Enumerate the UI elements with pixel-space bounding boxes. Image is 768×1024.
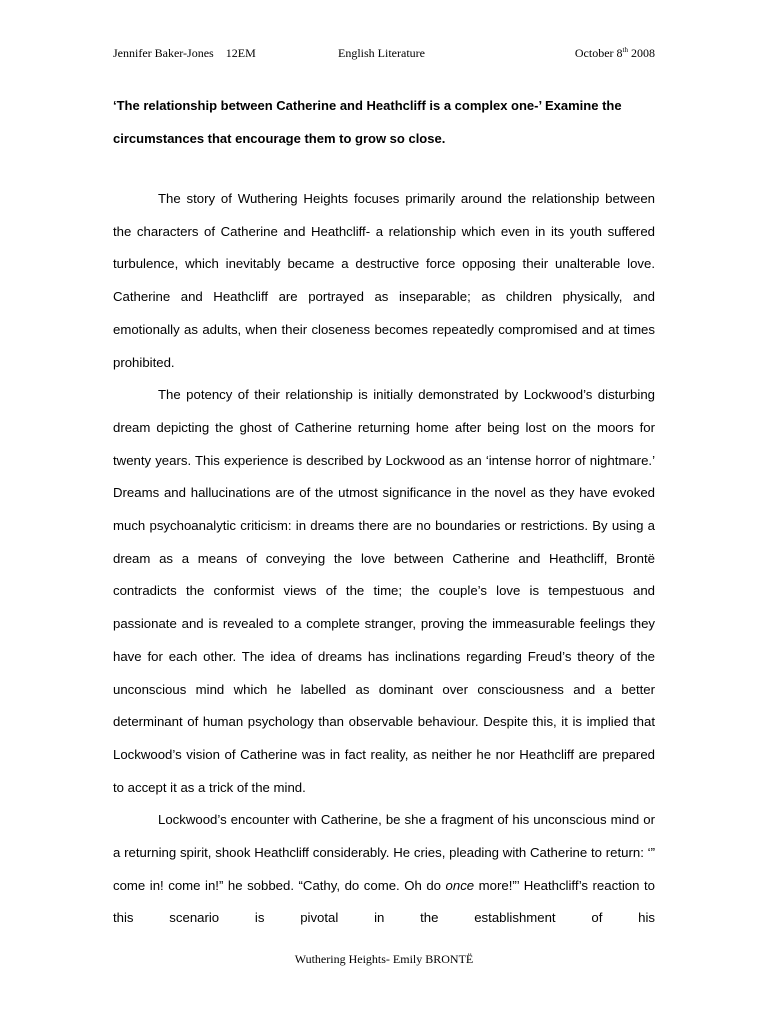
italic-once: once <box>445 877 475 893</box>
date-year: 2008 <box>631 46 655 60</box>
class-code: 12EM <box>225 46 256 60</box>
header-author <box>113 46 256 61</box>
paragraph-3 <box>113 804 655 935</box>
page-header <box>113 46 655 64</box>
paragraph-2: The potency of their relationship is initially demonstrated by Lockwood’s disturbing dream depicting the ghost of Catherine returning home after being lost on the moors for twenty years. This experience is described by Lockwood as an ‘intense horror of nightmare.’ Dreams and hallucinations are of the utmost significance in the novel as they have evoked much psychoanalytic criticism: in dreams there are no boundaries or restrictions. By using a dream as a means of conveying the love between Catherine and Heathcliff, Brontë contradicts the conformist views of the time; the couple’s love is tempestuous and passionate and is revealed to a complete stranger, proving the immeasurable feelings they have for each other. The idea of dreams has inclinations regarding Freud’s theory of the unconscious mind which he labelled as dominant over consciousness and a better determinant of human psychology than observable behaviour. Despite this, it is implied that Lockwood’s vision of Catherine was in fact reality, as neither he nor Heathcliff are prepared to accept it as a trick of the mind. <box>113 387 655 795</box>
paragraph-1: The story of Wuthering Heights focuses primarily around the relationship between the characters of Catherine and Heathcliff- a relationship which even in its youth suffered turbulence, which inevitably became a destructive force opposing their unalterable love. Catherine and Heathcliff are portrayed as inseparable; as children physically, and emotionally as adults, when their closeness becomes repeatedly compromised and at times prohibited. <box>113 191 655 370</box>
date-suffix: th <box>622 46 628 54</box>
header-date <box>575 46 655 61</box>
author-name: Jennifer Baker-Jones <box>113 46 214 60</box>
header-subject: English Literature <box>338 46 425 60</box>
date-month-day: October 8 <box>574 46 623 60</box>
page-footer: Wuthering Heights- Emily BRONTË <box>294 952 474 966</box>
essay-body <box>113 183 655 935</box>
paragraph-3-start: Lockwood’s encounter with Catherine, be she a fragment of his unconscious mind or a returning spirit, shook Heathcliff considerably. He cries, pleading with Catherine to return: ‘” come in! come in!” he sobbed. “Cathy, do come. Oh do <box>113 812 655 893</box>
paragraph-3-end: more!”’ Heathcliff’s reaction to this scenario is pivotal in the establishment of his <box>113 877 655 926</box>
essay-title: ‘The relationship between Catherine and Heathcliff is a complex one-’ Examine the circumstances that encourage them to grow so close. <box>113 98 622 146</box>
